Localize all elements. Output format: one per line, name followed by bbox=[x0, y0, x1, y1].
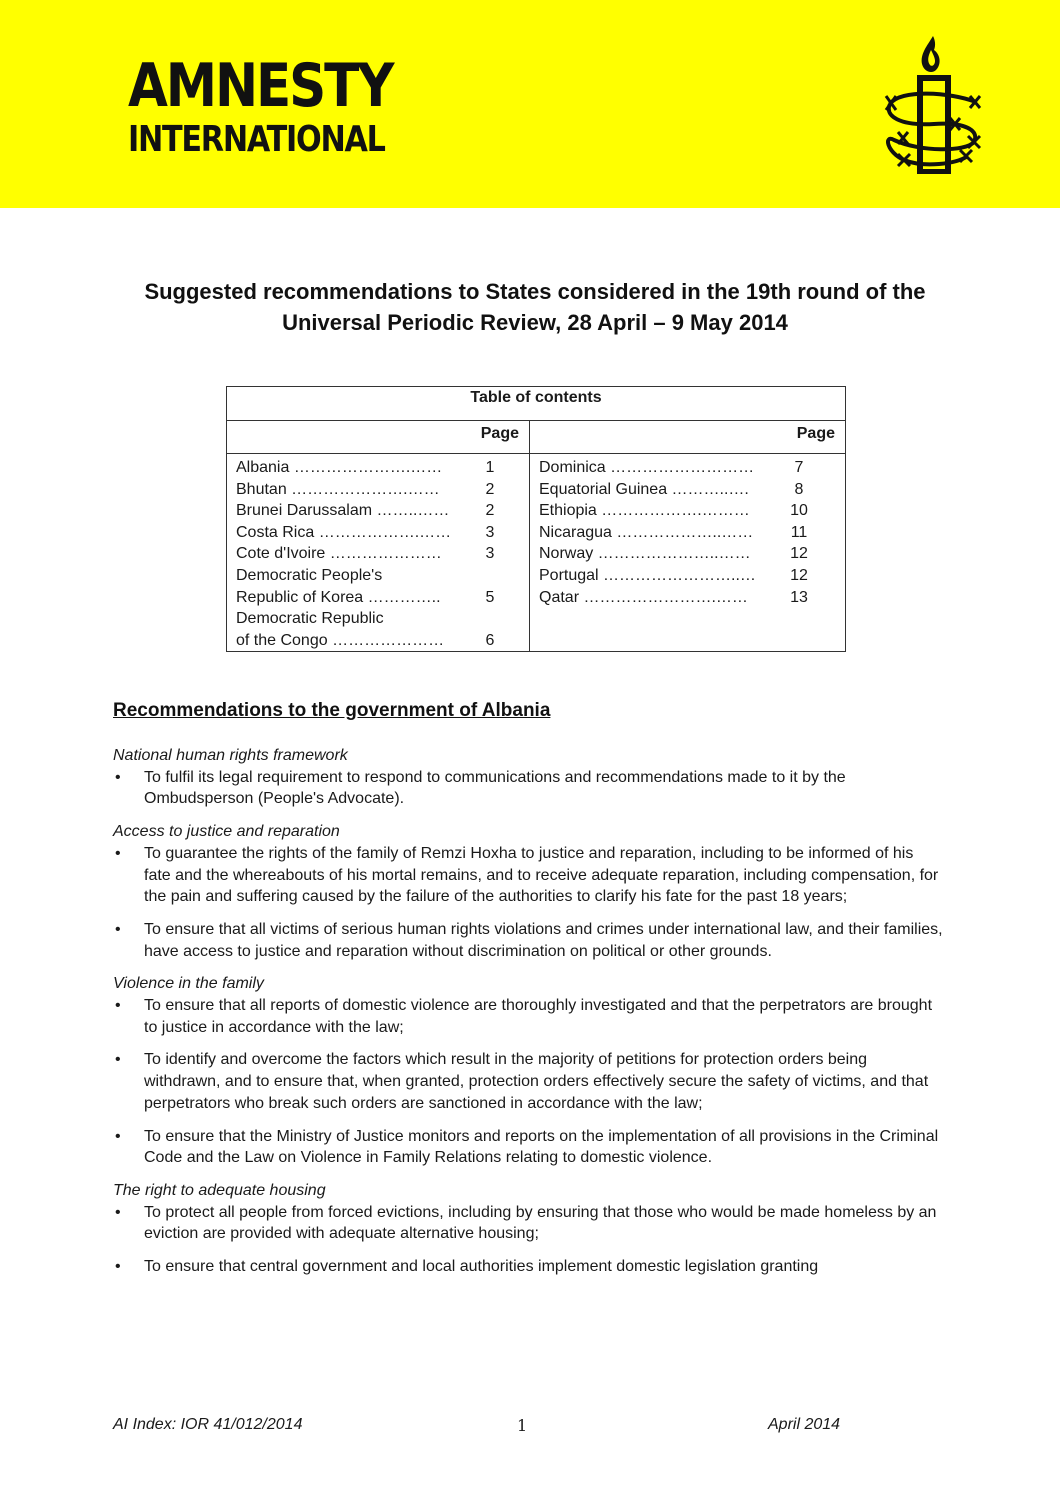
toc-page-label-right: Page bbox=[796, 425, 835, 442]
toc-entry bbox=[539, 565, 845, 587]
toc-entry bbox=[236, 587, 529, 609]
toc-entry-page bbox=[468, 608, 512, 630]
recommendation-list bbox=[113, 843, 943, 963]
title-line-1: Suggested recommendations to States considered in the 19th round of the bbox=[144, 279, 926, 304]
toc-entry-name: Democratic Republic bbox=[236, 610, 384, 628]
toc-page-header-right bbox=[530, 421, 846, 454]
toc-entry-name: Equatorial Guinea ………..…. bbox=[539, 480, 749, 498]
recommendations-body bbox=[113, 745, 943, 1289]
toc-entry bbox=[539, 479, 845, 501]
toc-entry bbox=[236, 457, 529, 479]
toc-entry bbox=[236, 608, 529, 630]
section-heading: Recommendations to the government of Albania bbox=[113, 700, 551, 721]
toc-entry bbox=[236, 500, 529, 522]
toc-entry bbox=[236, 565, 529, 587]
logo-line-1: AMNESTY bbox=[128, 51, 393, 121]
recommendation-group bbox=[113, 745, 943, 810]
toc-page-header-left bbox=[227, 421, 530, 454]
toc-entry-name: Cote d'Ivoire ………………… bbox=[236, 545, 442, 563]
toc-entry bbox=[539, 457, 845, 479]
recommendation-list bbox=[113, 1202, 943, 1278]
recommendation-item: • To protect all people from forced evictions, including by ensuring that those who would be made homeless by an eviction are provided with adequate alternative housing; bbox=[113, 1202, 943, 1245]
toc-entry-name: Qatar …………………….…… bbox=[539, 588, 748, 606]
recommendation-item: • To fulfil its legal requirement to respond to communications and recommendations made to it by the Ombudsperson (People's Advocate). bbox=[113, 767, 943, 810]
toc-entry bbox=[236, 543, 529, 565]
toc-entry bbox=[539, 587, 845, 609]
title-line-2: Universal Periodic Review, 28 April – 9 May 2014 bbox=[282, 310, 788, 335]
toc-entry bbox=[236, 522, 529, 544]
toc-entry-page: 8 bbox=[794, 480, 804, 498]
toc-entry-page: 6 bbox=[485, 631, 495, 649]
toc-entry bbox=[539, 543, 845, 565]
group-subheading: Access to justice and reparation bbox=[113, 823, 340, 841]
toc-entry-page: 2 bbox=[485, 502, 495, 520]
toc-entry-name: Albania ………………….…… bbox=[236, 459, 443, 476]
recommendation-item: • To ensure that central government and local authorities implement domestic legislation granting bbox=[113, 1256, 943, 1278]
header-banner bbox=[0, 0, 1060, 208]
group-subheading: The right to adequate housing bbox=[113, 1181, 326, 1199]
recommendation-item: • To guarantee the rights of the family of Remzi Hoxha to justice and reparation, including to be informed of his fate and the whereabouts of his mortal remains, and to receive adequate reparation, including compensation, for the pain and suffering caused by the failure of the authorities to clarify his fate for the past 18 years; bbox=[113, 843, 943, 908]
toc-entry-name: Brunei Darussalam ……..…… bbox=[236, 502, 450, 520]
toc-entry-page: 3 bbox=[485, 523, 495, 541]
toc-entry-name: Norway …………………..…… bbox=[539, 545, 751, 563]
toc-entry bbox=[236, 630, 529, 652]
toc-entry-page: 1 bbox=[485, 459, 495, 476]
recommendation-item: • To ensure that all victims of serious human rights violations and crimes under international law, and their families, have access to justice and reparation without discrimination on political or other grounds. bbox=[113, 919, 943, 962]
toc-entry-page bbox=[468, 565, 512, 587]
toc-entry-name: Bhutan ………………….…… bbox=[236, 480, 440, 498]
recommendation-item: • To ensure that the Ministry of Justice monitors and reports on the implementation of all provisions in the Criminal Code and the Law on Violence in Family Relations relating to domestic violence. bbox=[113, 1126, 943, 1169]
footer-date: April 2014 bbox=[768, 1416, 841, 1433]
toc-page-label-left: Page bbox=[480, 425, 519, 442]
toc-entry bbox=[539, 522, 845, 544]
group-subheading: National human rights framework bbox=[113, 747, 348, 764]
toc-entry-name: Nicaragua ………………..…… bbox=[539, 523, 754, 541]
toc-entry-name: Costa Rica ……………….…… bbox=[236, 523, 452, 541]
recommendation-group bbox=[113, 1180, 943, 1278]
toc-entry-page: 3 bbox=[485, 545, 495, 563]
toc-entry-page: 10 bbox=[790, 502, 808, 520]
candle-in-barbed-wire-icon bbox=[880, 34, 986, 174]
toc-title: Table of contents bbox=[470, 389, 602, 406]
toc-entry-name: Portugal ……………………..… bbox=[539, 566, 756, 584]
toc-entry-page: 13 bbox=[790, 588, 808, 606]
table-of-contents bbox=[226, 386, 846, 652]
toc-entry-name: Ethiopia ……………….……… bbox=[539, 502, 750, 520]
recommendation-item: • To identify and overcome the factors which result in the majority of petitions for protection orders being withdrawn, and to ensure that, when granted, protection orders effectively secure the safety of victims, and that perpetrators who break such orders are sanctioned in accordance with the law; bbox=[113, 1049, 943, 1114]
recommendation-item: • To ensure that all reports of domestic violence are thoroughly investigated and that the perpetrators are brought to justice in accordance with the law; bbox=[113, 995, 943, 1038]
toc-title-cell bbox=[227, 387, 846, 421]
toc-entry-page: 12 bbox=[790, 545, 808, 563]
recommendation-list bbox=[113, 995, 943, 1169]
toc-entry-name: Dominica ……………………… bbox=[539, 459, 755, 476]
group-subheading: Violence in the family bbox=[113, 975, 264, 993]
toc-entry bbox=[539, 500, 845, 522]
recommendation-list bbox=[113, 767, 943, 810]
amnesty-logo-wordmark bbox=[128, 51, 435, 160]
logo-line-2: INTERNATIONAL bbox=[128, 119, 385, 160]
toc-entry-name: of the Congo ………………… bbox=[236, 631, 445, 649]
toc-entry-page: 11 bbox=[790, 523, 808, 541]
toc-column-right bbox=[530, 454, 846, 652]
toc-entry-name: Republic of Korea ………….. bbox=[236, 588, 441, 606]
toc-column-left bbox=[227, 454, 530, 652]
toc-entry-page: 2 bbox=[485, 480, 495, 498]
footer-ai-index: AI Index: IOR 41/012/2014 bbox=[113, 1416, 303, 1433]
recommendation-group bbox=[113, 973, 943, 1169]
toc-entry-page: 5 bbox=[485, 588, 495, 606]
footer-page-number: 1 bbox=[517, 1416, 528, 1435]
recommendation-group bbox=[113, 821, 943, 962]
toc-entry-page: 7 bbox=[794, 459, 804, 476]
toc-entry-name: Democratic People's bbox=[236, 566, 383, 584]
toc-entry-page: 12 bbox=[790, 566, 808, 584]
document-title bbox=[60, 276, 1010, 338]
toc-entry bbox=[236, 479, 529, 501]
